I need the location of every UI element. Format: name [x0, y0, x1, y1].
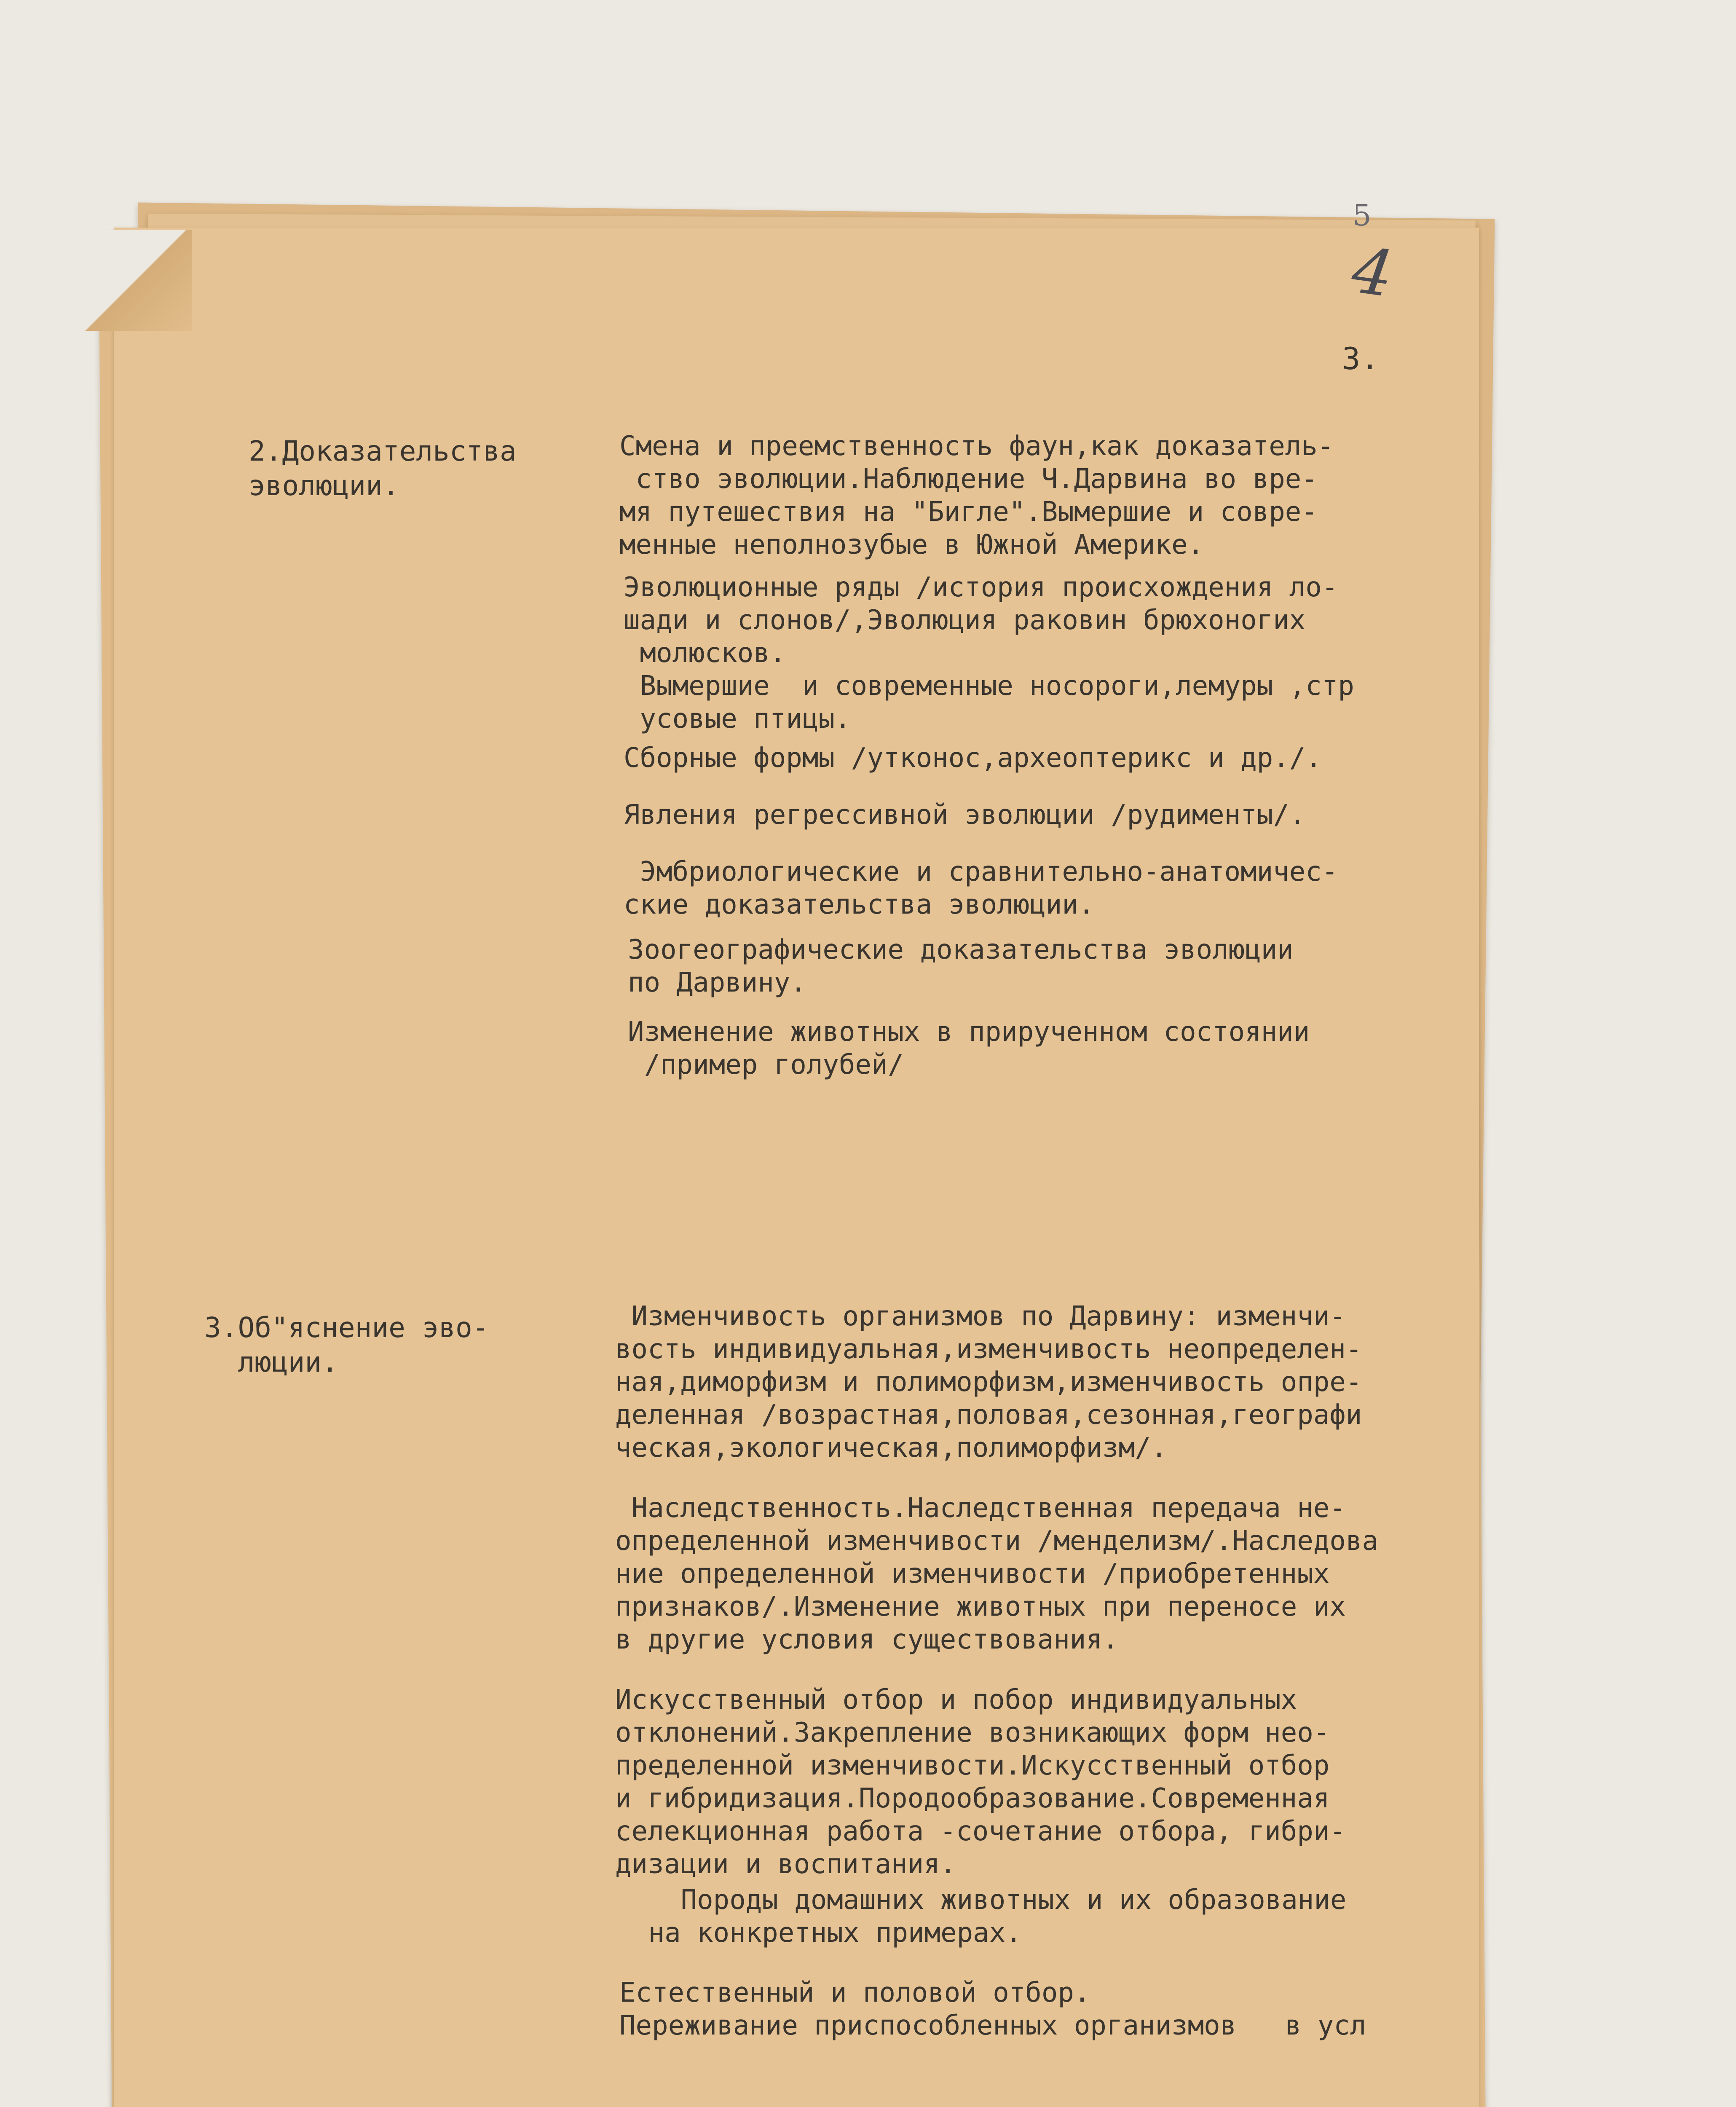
- text-line: в другие условия существования.: [615, 1624, 1119, 1655]
- text-line: /пример голубей/: [628, 1049, 904, 1080]
- text-line: ские доказательства эволюции.: [624, 889, 1095, 920]
- text-line: отклонений.Закрепление возникающих форм нео-: [615, 1717, 1330, 1748]
- text-line: деленная /возрастная,половая,сезонная,географи: [615, 1399, 1362, 1431]
- text-line: селекционная работа -сочетание отбора, гибри-: [615, 1816, 1346, 1847]
- paragraph: [628, 933, 1294, 999]
- text-line: определенной изменчивости /менделизм/.Наследова: [615, 1525, 1378, 1557]
- heading-line: 3.Об"яснение эво-: [204, 1311, 489, 1344]
- paragraph: [628, 1016, 1310, 1081]
- paragraph: [615, 1683, 1346, 1881]
- text-line: ство эволюции.Наблюдение Ч.Дарвина во вре-: [619, 464, 1318, 495]
- text-line: Эволюционные ряды /история происхождения ло-: [624, 572, 1338, 603]
- text-line: Изменчивость организмов по Дарвину: изменчи-: [615, 1301, 1346, 1332]
- text-line: молюсков.: [624, 638, 786, 669]
- text-line: Искусственный отбор и побор индивидуальных: [615, 1684, 1297, 1716]
- text-line: Явления регрессивной эволюции /рудименты/.: [624, 799, 1306, 831]
- text-line: Естественный и половой отбор.: [619, 1977, 1090, 2008]
- text-line: вость индивидуальная,изменчивость неопределен-: [615, 1334, 1362, 1365]
- text-line: пределенной изменчивости.Искусственный отбор: [615, 1750, 1330, 1781]
- text-line: менные неполнозубые в Южной Америке.: [619, 529, 1204, 560]
- text-line: дизации и воспитания.: [615, 1849, 956, 1880]
- section-heading-evidence: [249, 434, 517, 503]
- text-line: Переживание приспособленных организмов в усл: [619, 2010, 1366, 2041]
- heading-line: эволюции.: [249, 469, 399, 502]
- text-line: Смена и преемственность фаун,как доказатель-: [619, 431, 1334, 462]
- text-line: ная,диморфизм и полиморфизм,изменчивость опре-: [615, 1367, 1362, 1398]
- section-heading-explanation: [204, 1311, 489, 1380]
- text-line: мя путешествия на "Бигле".Вымершие и совре-: [619, 496, 1318, 528]
- text-line: Наследственность.Наследственная передача не-: [615, 1493, 1346, 1524]
- paragraph: [615, 1492, 1378, 1656]
- text-line: по Дарвину.: [628, 967, 806, 998]
- text-line: Эмбриологические и сравнительно-анатомичес-: [624, 856, 1338, 887]
- text-line: ние определенной изменчивости /приобретенных: [615, 1558, 1330, 1590]
- text-line: шади и слонов/,Эволюция раковин брюхоногих: [624, 605, 1306, 636]
- archive-folio-mark-small: 5: [1353, 198, 1372, 233]
- paragraph: [619, 430, 1334, 561]
- folded-corner: [82, 230, 192, 331]
- text-line: и гибридизация.Породообразование.Современная: [615, 1783, 1330, 1814]
- text-line: усовые птицы.: [624, 703, 851, 735]
- heading-line: 2.Доказательства: [249, 435, 517, 467]
- heading-line: люции.: [204, 1346, 338, 1378]
- paragraph: [632, 1884, 1346, 1949]
- paragraph: [624, 742, 1322, 775]
- paragraph: [624, 571, 1354, 735]
- text-line: на конкретных примерах.: [632, 1917, 1022, 1949]
- paragraph: [619, 1976, 1366, 2042]
- text-line: ческая,экологическая,полиморфизм/.: [615, 1432, 1168, 1464]
- paragraph: [624, 855, 1338, 921]
- page-number: 3.: [1342, 341, 1380, 376]
- paragraph: [624, 799, 1305, 831]
- text-line: признаков/.Изменение животных при переносе их: [615, 1591, 1346, 1622]
- text-line: Сборные формы /утконос,археоптерикс и др./.: [624, 743, 1322, 774]
- archive-folio-mark: 4: [1348, 233, 1398, 312]
- paragraph: [615, 1300, 1362, 1464]
- text-line: Изменение животных в прирученном состоянии: [628, 1016, 1310, 1048]
- text-line: Породы домашних животных и их образование: [632, 1885, 1347, 1916]
- text-line: Зоогеографические доказательства эволюции: [628, 934, 1294, 965]
- text-line: Вымершие и современные носороги,лемуры ,стр: [624, 670, 1354, 702]
